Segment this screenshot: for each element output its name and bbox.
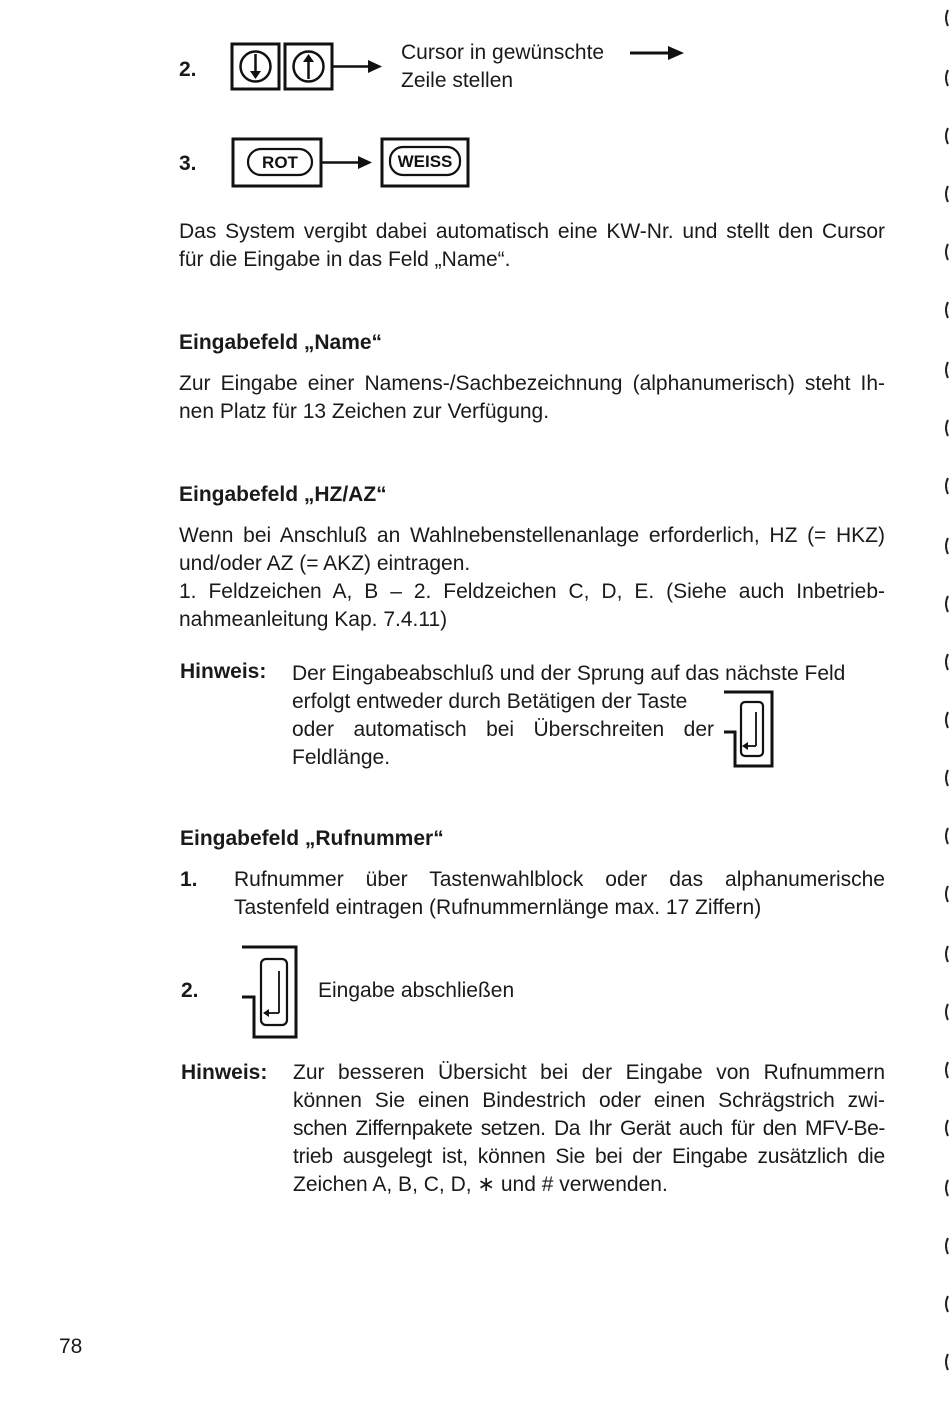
- name-line2: nen Platz für 13 Zeichen zur Verfügung.: [179, 400, 550, 423]
- note2-line4: trieb ausgelegt ist, können Sie bei der Eingabe zusätzlich die: [293, 1145, 885, 1168]
- rufnummer-step1: [234, 866, 885, 922]
- step-number: 1.: [180, 868, 198, 891]
- section-heading-rufnummer: Eingabefeld „Rufnummer“: [180, 827, 444, 850]
- note2-line1: Zur besseren Übersicht bei der Eingabe von Rufnummern: [293, 1061, 885, 1084]
- name-line1: Zur Eingabe einer Namens-/Sachbezeichnung (alphanumerisch) steht Ih-: [179, 372, 885, 395]
- rufnummer-step2-text: Eingabe abschließen: [318, 979, 515, 1002]
- rufnummer-step1-line1: Rufnummer über Tastenwahlblock oder das alphanumerische: [234, 868, 885, 891]
- note2-line5: Zeichen A, B, C, D, ∗ und # verwenden.: [293, 1173, 668, 1196]
- arrow-right-icon: [332, 60, 382, 73]
- note2-paragraph: [293, 1059, 885, 1199]
- cursor-down-key-icon: [232, 44, 279, 89]
- note1-line3: oder automatisch bei Überschreiten der: [292, 718, 714, 741]
- cursor-keys-diagram: [230, 42, 390, 92]
- hzaz-line3: 1. Feldzeichen A, B – 2. Feldzeichen C, D, E. (Siehe auch Inbetrieb-: [179, 580, 885, 603]
- enter-key-icon: [236, 945, 302, 1041]
- rot-weiss-keys-diagram: [230, 136, 475, 190]
- step-number: 2.: [181, 979, 199, 1002]
- arrow-right-icon: [628, 44, 688, 64]
- step-number: 3.: [179, 152, 197, 175]
- section-heading-hzaz: Eingabefeld „HZ/AZ“: [179, 483, 387, 506]
- name-paragraph: [179, 370, 885, 426]
- weiss-key-label: WEISS: [397, 152, 453, 171]
- page-number: 78: [59, 1335, 83, 1358]
- note2-line3: schen Ziffernpakete setzen. Da Ihr Gerät auch für den MFV-Be-: [293, 1117, 885, 1140]
- hzaz-line4: nahmeanleitung Kap. 7.4.11): [179, 608, 448, 631]
- binding-edge-marks: [940, 0, 950, 1403]
- cursor-up-key-icon: [285, 44, 332, 89]
- rufnummer-step1-line2: Tastenfeld eintragen (Rufnummernlänge max. 17 Ziffern): [234, 896, 762, 919]
- cursor-instruction-line1: Cursor in gewünschte: [401, 41, 605, 64]
- note2-line2: können Sie einen Bindestrich oder einen Schrägstrich zwi-: [293, 1089, 885, 1112]
- hzaz-paragraph: [179, 522, 885, 634]
- arrow-right-icon: [321, 156, 372, 169]
- intro-line1: Das System vergibt dabei automatisch eine KW-Nr. und stellt den Cursor: [179, 220, 885, 243]
- cursor-instruction-line2: Zeile stellen: [401, 69, 514, 92]
- note1-line4: Feldlänge.: [292, 746, 391, 769]
- hzaz-line2: und/oder AZ (= AKZ) eintragen.: [179, 552, 471, 575]
- weiss-key-icon: [382, 139, 468, 186]
- note1-line2: erfolgt entweder durch Betätigen der Taste: [292, 690, 688, 713]
- step-number: 2.: [179, 58, 197, 81]
- note-label: Hinweis:: [180, 660, 267, 683]
- intro-paragraph: [179, 218, 885, 274]
- rot-key-label: ROT: [262, 153, 298, 172]
- note1-line1: Der Eingabeabschluß und der Sprung auf das nächste Feld: [292, 662, 846, 685]
- hzaz-line1: Wenn bei Anschluß an Wahlnebenstellenanlage erforderlich, HZ (= HKZ): [179, 524, 885, 547]
- section-heading-name: Eingabefeld „Name“: [179, 331, 383, 354]
- intro-line2: für die Eingabe in das Feld „Name“.: [179, 248, 511, 271]
- rot-key-icon: [233, 139, 321, 186]
- enter-key-icon: [722, 690, 777, 770]
- note-label: Hinweis:: [181, 1061, 268, 1084]
